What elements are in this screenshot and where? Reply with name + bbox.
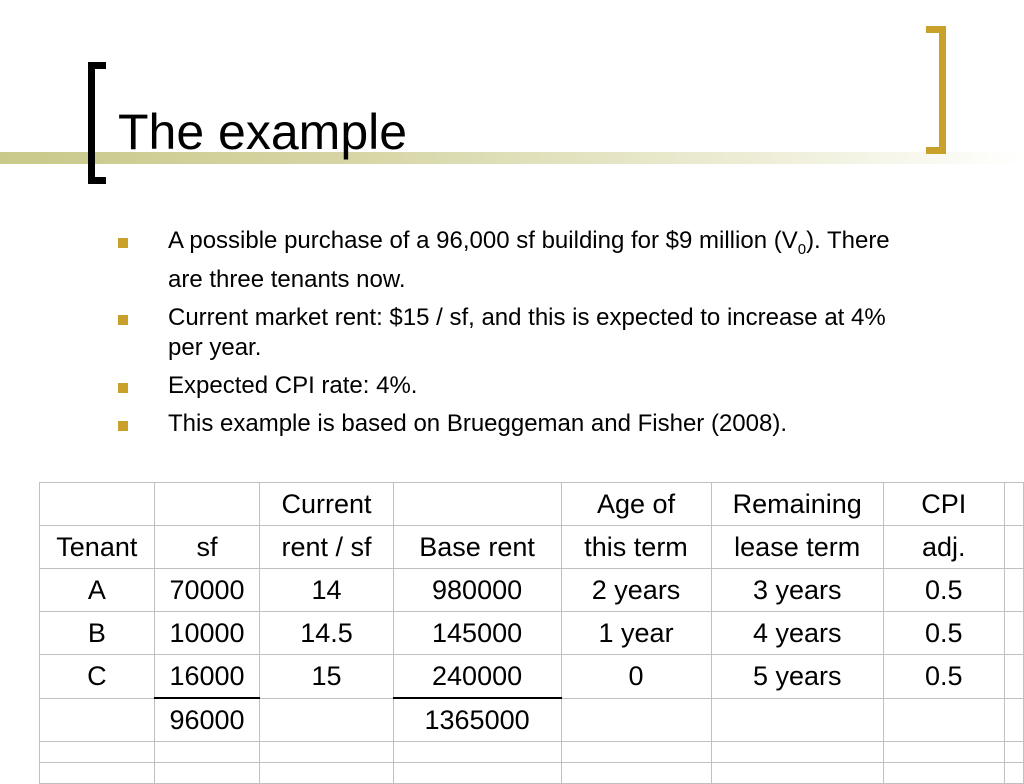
table-cell: [1004, 655, 1023, 699]
table-cell: 2 years: [561, 569, 711, 612]
table-cell: [561, 742, 711, 763]
header-cell: Base rent: [393, 526, 561, 569]
header-cell: Tenant: [40, 526, 155, 569]
table-cell: 5 years: [711, 655, 883, 699]
total-sf-cell: 96000: [154, 698, 260, 742]
bullet-item: [118, 409, 898, 439]
total-base-rent-cell: 1365000: [393, 698, 561, 742]
table-cell: 3 years: [711, 569, 883, 612]
table-cell: B: [40, 612, 155, 655]
table-cell: A: [40, 569, 155, 612]
table-cell: [40, 742, 155, 763]
table-cell: 15: [260, 655, 393, 699]
header-cell: Current: [260, 483, 393, 526]
table-cell: 0.5: [883, 655, 1004, 699]
table-cell: 1 year: [561, 612, 711, 655]
bullet-text: Current market rent: $15 / sf, and this is expected to increase at 4% per year.: [168, 303, 886, 361]
table-cell: 980000: [393, 569, 561, 612]
header-cell: [1004, 483, 1023, 526]
table-cell: [1004, 742, 1023, 763]
table-row: [40, 655, 1024, 699]
header-cell: [1004, 526, 1023, 569]
header-row: [40, 483, 1024, 526]
table-cell: [561, 763, 711, 784]
header-cell: adj.: [883, 526, 1004, 569]
bullet-item: [118, 371, 898, 401]
header-cell: Remaining: [711, 483, 883, 526]
totals-row: [40, 698, 1024, 742]
bullet-text: Expected CPI rate: 4%.: [168, 371, 418, 399]
table-row: [40, 612, 1024, 655]
table-cell: 4 years: [711, 612, 883, 655]
table-cell: [1004, 612, 1023, 655]
table-cell: [154, 763, 260, 784]
square-bullet-icon: [118, 238, 128, 248]
header-cell: [393, 483, 561, 526]
table-cell: 14.5: [260, 612, 393, 655]
table-cell: 0.5: [883, 569, 1004, 612]
header-cell: [40, 483, 155, 526]
square-bullet-icon: [118, 315, 128, 325]
table-cell: [711, 742, 883, 763]
table-cell: [711, 698, 883, 742]
table-cell: [260, 763, 393, 784]
slide-title: The example: [118, 104, 408, 160]
table-cell: [393, 742, 561, 763]
table-cell: 14: [260, 569, 393, 612]
square-bullet-icon: [118, 383, 128, 393]
table-cell: [1004, 569, 1023, 612]
table-cell: [393, 763, 561, 784]
table-cell: [260, 742, 393, 763]
bullet-text: This example is based on Brueggeman and Fisher (2008).: [168, 409, 788, 437]
header-cell: this term: [561, 526, 711, 569]
bullet-list: [118, 226, 898, 447]
table-cell: 240000: [393, 655, 561, 699]
table-cell: 70000: [154, 569, 260, 612]
header-cell: CPI: [883, 483, 1004, 526]
left-bracket-decoration: [88, 62, 106, 184]
header-cell: sf: [154, 526, 260, 569]
table-cell: [883, 763, 1004, 784]
table-cell: [1004, 763, 1023, 784]
subscript: 0: [797, 240, 807, 258]
bullet-item: [118, 226, 898, 295]
table-cell: 16000: [154, 655, 260, 699]
table-cell: 145000: [393, 612, 561, 655]
empty-row: [40, 763, 1024, 784]
table-cell: 0.5: [883, 612, 1004, 655]
header-cell: [154, 483, 260, 526]
table-cell: [40, 763, 155, 784]
table-cell: 0: [561, 655, 711, 699]
header-cell: lease term: [711, 526, 883, 569]
table-cell: [883, 742, 1004, 763]
table-cell: C: [40, 655, 155, 699]
table-cell: [260, 698, 393, 742]
table-cell: [711, 763, 883, 784]
table-row: [40, 569, 1024, 612]
header-row: [40, 526, 1024, 569]
table-cell: [1004, 698, 1023, 742]
square-bullet-icon: [118, 421, 128, 431]
bullet-item: [118, 303, 898, 363]
header-cell: Age of: [561, 483, 711, 526]
table-cell: [883, 698, 1004, 742]
bullet-text: A possible purchase of a 96,000 sf building for $9 million $(V_0)$. There are three tenants now.: [168, 227, 890, 293]
right-bracket-decoration: [926, 26, 946, 154]
table-cell: [561, 698, 711, 742]
table-cell: [154, 742, 260, 763]
tenant-table: [39, 482, 1024, 784]
table-cell: [40, 698, 155, 742]
empty-row: [40, 742, 1024, 763]
header-cell: rent / sf: [260, 526, 393, 569]
table-cell: 10000: [154, 612, 260, 655]
